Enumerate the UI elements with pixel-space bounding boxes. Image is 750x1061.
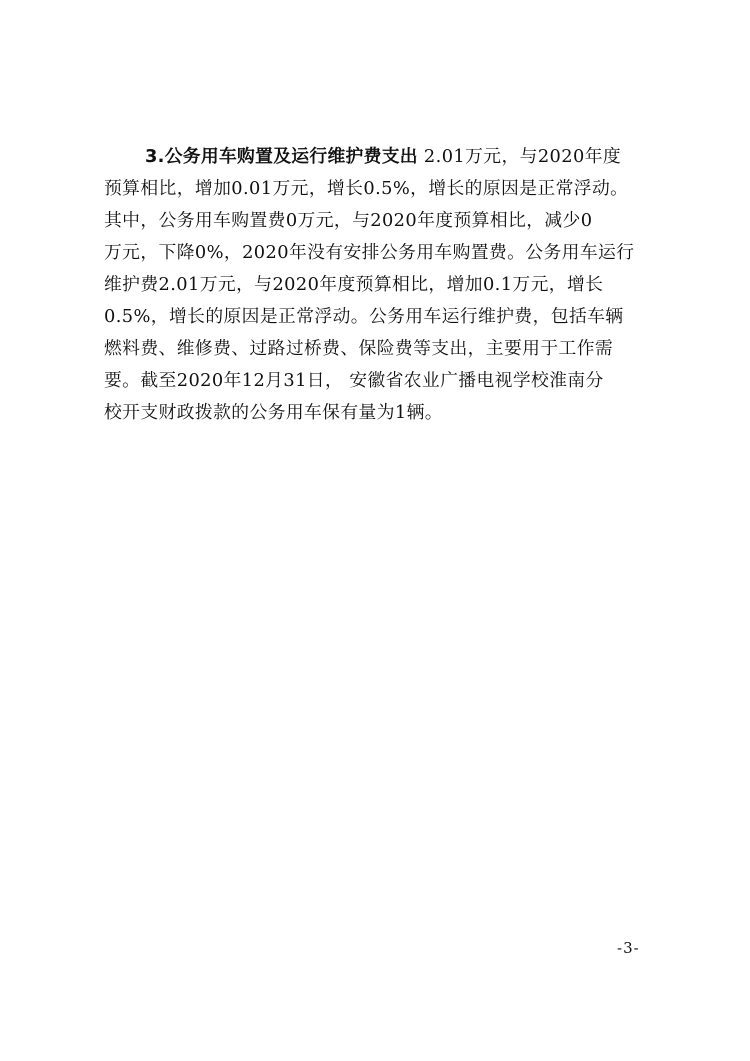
section-heading: 3.公务用车购置及运行维护费支出	[145, 146, 418, 167]
paragraph-line-8: 要。截至2020年12月31日， 安徽省农业广播电视学校淮南分	[104, 370, 604, 391]
paragraph-line-3: 其中，公务用车购置费0万元，与2020年度预算相比，减少0	[104, 210, 593, 231]
page-number: -3-	[617, 939, 640, 957]
paragraph-line-1-text: 2.01万元，与2020年度	[417, 146, 622, 167]
paragraph-line-5: 维护费2.01万元，与2020年度预算相比，增加0.1万元，增长	[104, 274, 604, 295]
paragraph-line-1	[104, 141, 660, 173]
paragraph-line-7: 燃料费、维修费、过路过桥费、保险费等支出，主要用于工作需	[104, 338, 614, 359]
paragraph-line-2: 预算相比，增加0.01万元，增长0.5%，增长的原因是正常浮动。	[104, 178, 629, 199]
paragraph	[104, 141, 660, 429]
paragraph-line-4: 万元，下降0%，2020年没有安排公务用车购置费。公务用车运行	[104, 242, 635, 263]
paragraph-line-9: 校开支财政拨款的公务用车保有量为1辆。	[104, 402, 443, 423]
paragraph-line-6: 0.5%，增长的原因是正常浮动。公务用车运行维护费，包括车辆	[104, 306, 624, 327]
